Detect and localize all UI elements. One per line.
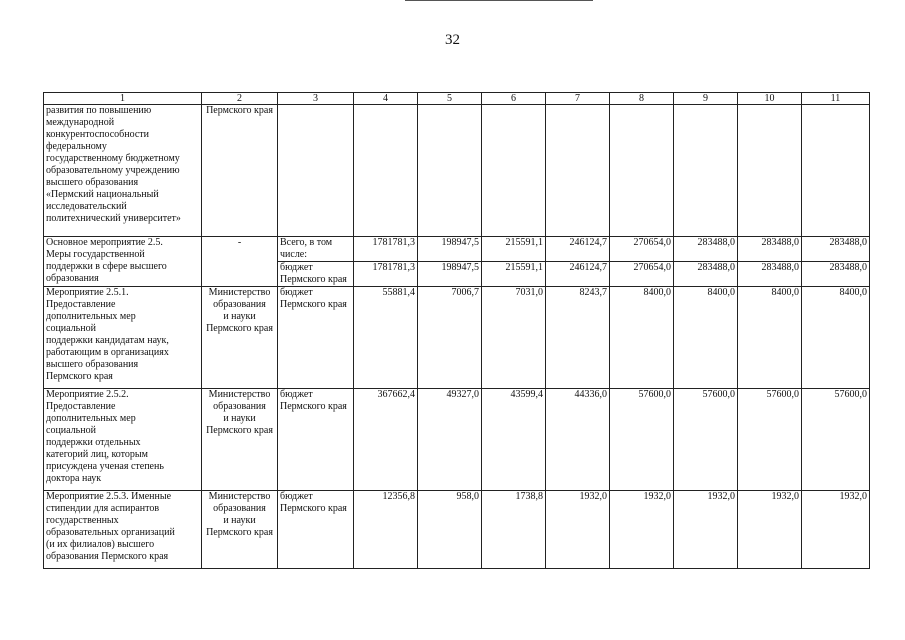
text-line: конкурентоспособности [46,129,150,140]
text-line: высшего образования [46,177,139,188]
value-cell: 246124,7 [546,237,610,262]
text-line: Пермского края [206,527,273,538]
text-line: и науки [223,515,256,526]
text-line: поддержки кандидатам наук, [46,335,169,346]
header-row [44,93,870,105]
text-line: Пермского края [206,105,273,116]
source-cell [278,237,354,262]
text-line: «Пермский национальный [46,189,159,200]
value-cell: 283488,0 [738,237,802,262]
text-line: образования [213,503,266,514]
text-line: Пермского края [280,299,347,310]
text-line: Министерство [208,491,271,502]
text-line: Мероприятие 2.5.1. [46,287,129,298]
value-cell: 1781781,3 [354,237,418,262]
header-cell: 4 [354,93,418,105]
table-row-continuation [44,105,870,237]
value-cell: 1932,0 [610,491,674,569]
text-line: образования [213,299,266,310]
measure-name-cell [44,237,202,287]
text-line: социальной [46,425,96,436]
value-cell: 57600,0 [738,389,802,491]
header-cell: 11 [802,93,870,105]
value-cell: 215591,1 [482,262,546,287]
value-cell: 283488,0 [674,262,738,287]
value-cell: 283488,0 [802,262,870,287]
value-cell: 283488,0 [802,237,870,262]
activity-name-cell [44,491,202,569]
value-cell: 270654,0 [610,262,674,287]
text-line: поддержки в сфере высшего [46,261,167,272]
table-row-measure-total [44,237,870,262]
value-cell: 8243,7 [546,287,610,389]
text-line: числе: [280,249,308,260]
text-line: государственному бюджетному [46,153,180,164]
value-cell: 270654,0 [610,237,674,262]
source-cell [278,287,354,389]
value-cell: 8400,0 [610,287,674,389]
value-cell: 198947,5 [418,237,482,262]
text-line: поддержки отдельных [46,437,141,448]
value-cell: 958,0 [418,491,482,569]
text-line: бюджет [280,491,313,502]
value-cell: 367662,4 [354,389,418,491]
header-cell: 5 [418,93,482,105]
text-line: образовательному учреждению [46,165,180,176]
text-line: Пермского края [46,371,113,382]
budget-table [43,92,870,569]
text-line: Пермского края [280,503,347,514]
value-cell: 1932,0 [674,491,738,569]
value-cell [354,105,418,237]
text-line: федеральному [46,141,107,152]
value-cell [546,105,610,237]
text-line: развития по повышению [46,105,152,116]
activity-name-cell [44,287,202,389]
value-cell: 44336,0 [546,389,610,491]
value-cell: 1932,0 [802,491,870,569]
text-line: государственных [46,515,119,526]
text-line: Всего, в том [280,237,333,248]
text-line: бюджет [280,389,313,400]
text-line: политехнический университет» [46,213,181,224]
value-cell: 1781781,3 [354,262,418,287]
value-cell: 57600,0 [802,389,870,491]
value-cell: 49327,0 [418,389,482,491]
source-cell [278,389,354,491]
text-line: работающим в организациях [46,347,169,358]
value-cell: 1932,0 [546,491,610,569]
header-cell: 8 [610,93,674,105]
value-cell: 1932,0 [738,491,802,569]
table-row-activity-2-5-2 [44,389,870,491]
executor-cell [202,389,278,491]
header-cell: 3 [278,93,354,105]
source-cell [278,105,354,237]
text-line: категорий лиц, которым [46,449,148,460]
text-line: Предоставление [46,299,116,310]
top-edge-line [405,0,593,1]
text-line: Мероприятие 2.5.2. [46,389,129,400]
value-cell: 8400,0 [738,287,802,389]
text-line: Пермского края [206,323,273,334]
text-line: Меры государственной [46,249,145,260]
text-line: Предоставление [46,401,116,412]
executor-cell [202,491,278,569]
header-cell: 1 [44,93,202,105]
value-cell [610,105,674,237]
text-line: исследовательский [46,201,127,212]
table-row-activity-2-5-3 [44,491,870,569]
value-cell: 57600,0 [674,389,738,491]
text-line: Министерство [208,287,271,298]
text-line: бюджет [280,287,313,298]
source-cell [278,262,354,287]
value-cell: 57600,0 [610,389,674,491]
text-line: дополнительных мер [46,311,136,322]
value-cell: 8400,0 [674,287,738,389]
value-cell: 246124,7 [546,262,610,287]
activity-name-cell [44,105,202,237]
header-cell: 10 [738,93,802,105]
executor-cell [202,105,278,237]
value-cell: 283488,0 [674,237,738,262]
text-line: международной [46,117,115,128]
value-cell [482,105,546,237]
text-line: и науки [223,413,256,424]
header-cell: 2 [202,93,278,105]
value-cell: 12356,8 [354,491,418,569]
value-cell: 7006,7 [418,287,482,389]
source-cell [278,491,354,569]
text-line: Пермского края [206,425,273,436]
text-line: Основное мероприятие 2.5. [46,237,163,248]
activity-name-cell [44,389,202,491]
value-cell [674,105,738,237]
executor-cell: - [202,237,278,287]
text-line: Мероприятие 2.5.3. Именные [46,491,172,502]
header-cell: 6 [482,93,546,105]
value-cell: 43599,4 [482,389,546,491]
text-line: образования [46,273,99,284]
page-number: 32 [445,32,460,48]
text-line: бюджет [280,262,313,273]
value-cell [802,105,870,237]
text-line: Пермского края [280,401,347,412]
value-cell: 7031,0 [482,287,546,389]
value-cell: 8400,0 [802,287,870,389]
value-cell: 1738,8 [482,491,546,569]
text-line: Пермского края [280,274,347,285]
executor-cell [202,287,278,389]
text-line: доктора наук [46,473,102,484]
text-line: и науки [223,311,256,322]
value-cell: 215591,1 [482,237,546,262]
text-line: дополнительных мер [46,413,136,424]
value-cell: 55881,4 [354,287,418,389]
text-line: стипендии для аспирантов [46,503,160,514]
value-cell: 283488,0 [738,262,802,287]
text-line: Министерство [208,389,271,400]
text-line: социальной [46,323,96,334]
value-cell: 198947,5 [418,262,482,287]
text-line: образования Пермского края [46,551,169,562]
text-line: образования [213,401,266,412]
header-cell: 9 [674,93,738,105]
header-cell: 7 [546,93,610,105]
table-row-activity-2-5-1 [44,287,870,389]
text-line: (и их филиалов) высшего [46,539,155,550]
text-line: присуждена ученая степень [46,461,164,472]
value-cell [738,105,802,237]
text-line: высшего образования [46,359,139,370]
text-line: образовательных организаций [46,527,175,538]
value-cell [418,105,482,237]
